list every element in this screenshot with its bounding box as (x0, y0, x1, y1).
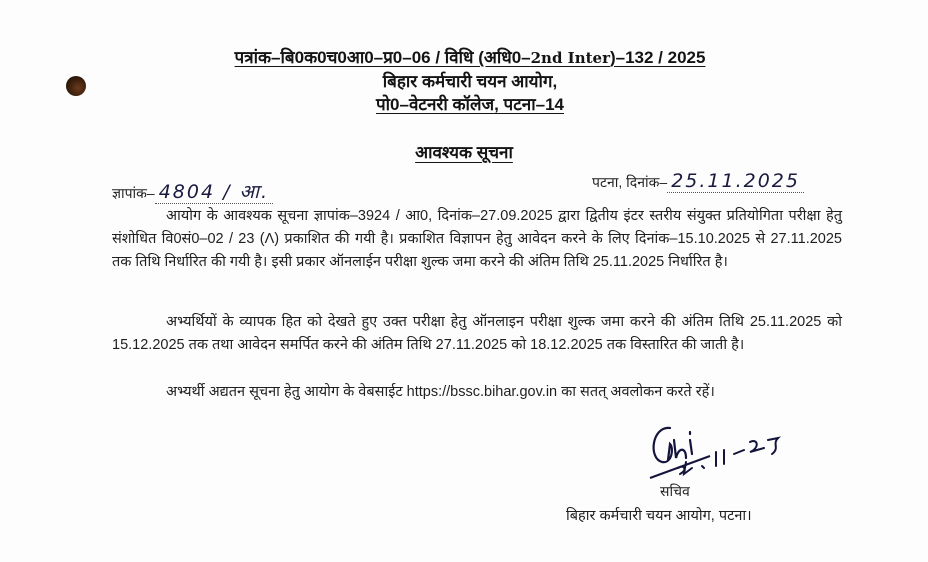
paragraph-2: अभ्यर्थियों के व्यापक हित को देखते हुए उक्त परीक्षा हेतु ऑनलाइन परीक्षा शुल्क जमा करने की अंतिम तिथि 25.11.2025 को 15.12.2025 तक तथा आवेदन समर्पित करने की अंतिम तिथि 27.11.2025 को 18.12.2025 तक विस्तारित की जाती है। (112, 314, 842, 353)
paragraph-3: अभ्यर्थी अद्यतन सूचना हेतु आयोग के वेबसाईट https://bssc.bihar.gov.in का सतत् अवलोकन करते रहें। (166, 384, 715, 400)
organization-name: बिहार कर्मचारी चयन आयोग, (382, 72, 558, 91)
signatory-organization: बिहार कर्मचारी चयन आयोग, पटना। (566, 508, 752, 524)
letter-number: पत्रांक–बि0क0च0आ0–प्र0–06 / विधि (अधि0–2nd Inter)–132 / 2025 (234, 48, 706, 67)
memo-label: ज्ञापांक– (112, 185, 155, 201)
punch-hole-mark (66, 76, 86, 96)
notice-title: आवश्यक सूचना (415, 143, 513, 162)
memo-number (112, 178, 273, 204)
date-label: पटना, दिनांक– (592, 174, 668, 190)
reference-row (112, 168, 852, 203)
date-value: 25.11.2025 (667, 170, 804, 193)
paragraph-1: आयोग के आवश्यक सूचना ज्ञापांक–3924 / आ0, दिनांक–27.09.2025 द्वारा द्वितीय इंटर स्तरीय संयुक्त प्रतियोगिता परीक्षा हेतु संशोधित वि0सं0–02 / 23 (Λ) प्रकाशित की गयी है। प्रकाशित विज्ञापन हेतु आवेदन करने के लिए दिनांक–15.10.2025 से 27.11.2025 तक तिथि निर्धारित की गयी है। इसी प्रकार ऑनलाईन परीक्षा शुल्क जमा करने की अंतिम तिथि 25.11.2025 निर्धारित है। (112, 208, 842, 270)
signature-icon (640, 418, 820, 488)
signatory-designation: सचिव (660, 483, 690, 499)
memo-value: 4804 / आ. (155, 181, 273, 204)
letter-header (200, 46, 740, 116)
issue-date (592, 170, 804, 192)
website-link[interactable]: https://bssc.bihar.gov.in (406, 384, 558, 400)
organization-address: पो0–वेटनरी कॉलेज, पटना–14 (376, 95, 564, 114)
